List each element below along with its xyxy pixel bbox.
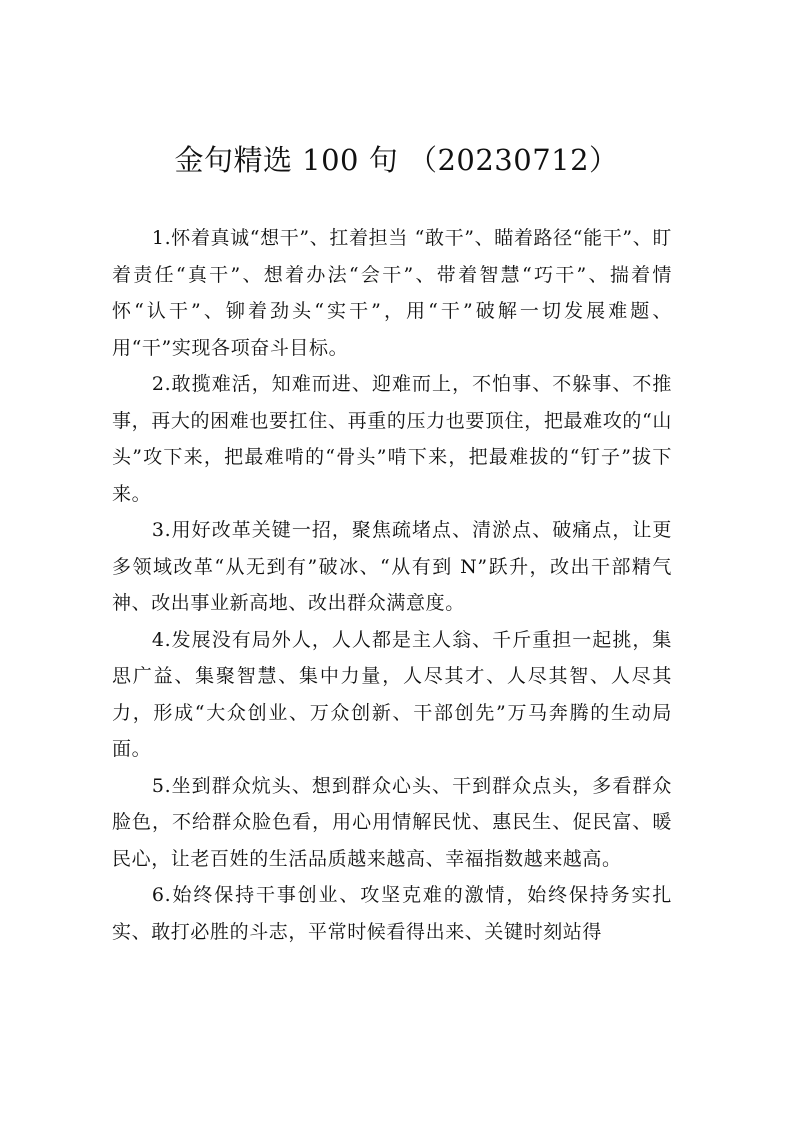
paragraph-2: 2.敢揽难活，知难而进、迎难而上，不怕事、不躲事、不推事，再大的困难也要扛住、再重的压力也要顶住，把最难攻的“山头”攻下来，把最难啃的“骨头”啃下来，把最难拔的“钉子”拔下来。 [112, 373, 672, 505]
paragraph-3: 3.用好改革关键一招，聚焦疏堵点、清淤点、破痛点，让更多领域改革“从无到有”破冰、“从有到 N”跃升，改出干部精气神、改出事业新高地、改出群众满意度。 [112, 519, 672, 614]
paragraph-4: 4.发展没有局外人，人人都是主人翁、千斤重担一起挑，集思广益、集聚智慧、集中力量，人尽其才、人尽其智、人尽其力，形成“大众创业、万众创新、干部创先”万马奔腾的生动局面。 [112, 628, 672, 760]
page-title: 金句精选 100 句 （20230712） [174, 143, 619, 177]
paragraph-6: 6.始终保持干事创业、攻坚克难的激情，始终保持务实扎实、敢打必胜的斗志，平常时候看得出来、关键时刻站得 [112, 884, 672, 943]
paragraph-5: 5.坐到群众炕头、想到群众心头、干到群众点头，多看群众脸色，不给群众脸色看，用心用情解民忧、惠民生、促民富、暖民心，让老百姓的生活品质越来越高、幸福指数越来越高。 [112, 774, 672, 870]
paragraph-1: 1.怀着真诚“想干”、扛着担当 “敢干”、瞄着路径“能干”、盯着责任“真干”、想着办法“会干”、带着智慧“巧干”、揣着情怀“认干”、铆着劲头“实干”，用“干”破解一切发展难题、用“干”实现各项奋斗目标。 [112, 227, 672, 359]
document-body [112, 220, 672, 950]
